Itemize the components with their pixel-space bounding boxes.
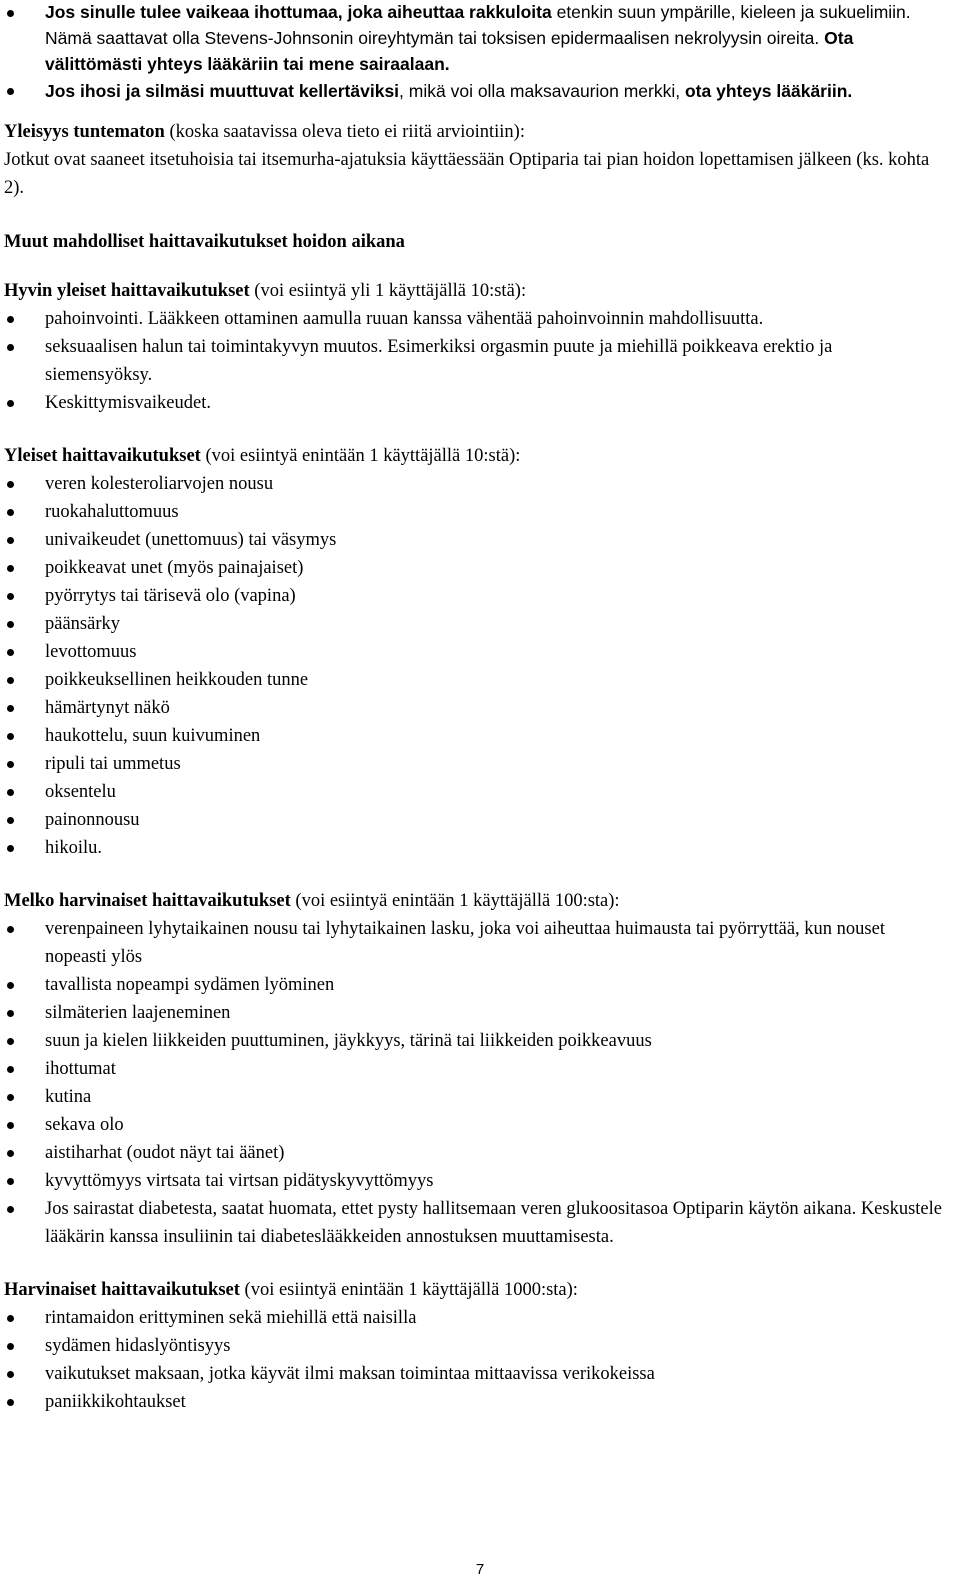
list-item — [4, 1195, 944, 1251]
list-item — [4, 554, 944, 582]
list-item — [4, 806, 944, 834]
effect-text: sydämen hidaslyöntisyys — [45, 1336, 231, 1356]
effect-text: hämärtynyt näkö — [45, 698, 170, 718]
effect-text: seksuaalisen halun tai toimintakyvyn muutos. Esimerkiksi orgasmin puute ja miehillä poikkeava erektio ja siemensyöksy. — [45, 337, 833, 385]
warning-item — [4, 0, 944, 77]
warning-bold-2: Ota välittömästi yhteys lääkäriin tai mene sairaalaan. — [45, 28, 854, 74]
bullet-icon — [7, 537, 14, 544]
bullet-icon — [7, 316, 14, 323]
bullet-icon — [7, 481, 14, 488]
list-item — [4, 834, 944, 862]
effect-text: poikkeuksellinen heikkouden tunne — [45, 670, 309, 690]
bullet-icon — [7, 1010, 14, 1017]
effect-text: oksentelu — [45, 782, 116, 802]
effect-list — [4, 470, 944, 862]
list-item — [4, 470, 944, 498]
group-heading — [4, 887, 944, 915]
bullet-icon — [7, 88, 14, 95]
warning-list — [4, 0, 944, 105]
group-qualifier: (voi esiintyä enintään 1 käyttäjällä 100:sta): — [290, 891, 620, 911]
effect-text: Jos sairastat diabetesta, saatat huomata, ettet pysty hallitsemaan veren glukoositasoa Optiparin käytön aikana. Keskustele lääkärin kanssa insuliinin tai diabeteslääkkeiden annostuksen muuttamisesta. — [45, 1199, 942, 1247]
warning-bold-2: ota yhteys lääkäriin. — [684, 81, 853, 101]
bullet-icon — [7, 677, 14, 684]
list-item — [4, 1360, 944, 1388]
list-item — [4, 999, 944, 1027]
bullet-icon — [7, 1066, 14, 1073]
effect-text: tavallista nopeampi sydämen lyöminen — [45, 975, 335, 995]
frequency-unknown-section — [4, 118, 944, 202]
list-item — [4, 1055, 944, 1083]
list-item — [4, 750, 944, 778]
list-item — [4, 1111, 944, 1139]
effect-text: poikkeavat unet (myös painajaiset) — [45, 558, 304, 578]
bullet-icon — [7, 344, 14, 351]
effect-text: verenpaineen lyhytaikainen nousu tai lyhytaikainen lasku, joka voi aiheuttaa huimausta tai pyörryttää, kun nouset nopeasti ylös — [45, 919, 885, 967]
frequency-text: Jotkut ovat saaneet itsetuhoisia tai itsemurha-ajatuksia käyttäessään Optiparia tai pian hoidon lopettamisen jälkeen (ks. kohta 2). — [4, 150, 930, 198]
bullet-icon — [7, 1399, 14, 1406]
frequency-group — [4, 442, 944, 862]
effect-text: hikoilu. — [45, 838, 103, 858]
bullet-icon — [7, 1094, 14, 1101]
frequency-group — [4, 277, 944, 417]
effect-text: veren kolesteroliarvojen nousu — [45, 474, 274, 494]
list-item — [4, 694, 944, 722]
bullet-icon — [7, 789, 14, 796]
bullet-icon — [7, 621, 14, 628]
bullet-icon — [7, 1122, 14, 1129]
effect-text: pahoinvointi. Lääkkeen ottaminen aamulla ruuan kanssa vähentää pahoinvoinnin mahdollisuutta. — [45, 309, 764, 329]
effect-text: päänsärky — [45, 614, 120, 634]
effect-text: paniikkikohtaukset — [45, 1392, 186, 1412]
effect-text: ruokahaluttomuus — [45, 502, 179, 522]
list-item — [4, 389, 944, 417]
frequency-group — [4, 887, 944, 1251]
effect-text: vaikutukset maksaan, jotka käyvät ilmi maksan toimintaa mittaavissa verikokeissa — [45, 1364, 655, 1384]
bullet-icon — [7, 1150, 14, 1157]
group-label: Hyvin yleiset haittavaikutukset — [4, 281, 250, 301]
group-label: Yleiset haittavaikutukset — [4, 446, 201, 466]
list-item — [4, 582, 944, 610]
bullet-icon — [7, 1206, 14, 1213]
frequency-group — [4, 1276, 944, 1416]
effect-text: painonnousu — [45, 810, 140, 830]
list-item — [4, 1167, 944, 1195]
effect-list — [4, 1304, 944, 1416]
bullet-icon — [7, 509, 14, 516]
group-label: Harvinaiset haittavaikutukset — [4, 1280, 240, 1300]
bullet-icon — [7, 1178, 14, 1185]
bullet-icon — [7, 761, 14, 768]
bullet-icon — [7, 926, 14, 933]
bullet-icon — [7, 1038, 14, 1045]
effect-list — [4, 305, 944, 417]
bullet-icon — [7, 1315, 14, 1322]
group-label: Melko harvinaiset haittavaikutukset — [4, 891, 291, 911]
page-number: 7 — [475, 1561, 485, 1578]
group-qualifier: (voi esiintyä enintään 1 käyttäjällä 1000:sta): — [239, 1280, 578, 1300]
warning-text: etenkin suun ympärille, kieleen ja sukuelimiin. Nämä saattavat olla Stevens-Johnsonin oireyhtymän tai toksisen epidermaalisen nekrolyysin oireita. — [45, 2, 911, 48]
effect-text: Keskittymisvaikeudet. — [45, 393, 211, 413]
effect-text: sekava olo — [45, 1115, 124, 1135]
warning-text: , mikä voi olla maksavaurion merkki, — [399, 81, 685, 101]
list-item — [4, 526, 944, 554]
list-item — [4, 1139, 944, 1167]
effect-text: pyörrytys tai tärisevä olo (vapina) — [45, 586, 296, 606]
warning-bold-1: Jos sinulle tulee vaikeaa ihottumaa, joka aiheuttaa rakkuloita — [45, 2, 552, 22]
bullet-icon — [7, 705, 14, 712]
bullet-icon — [7, 845, 14, 852]
bullet-icon — [7, 10, 14, 17]
bullet-icon — [7, 593, 14, 600]
effect-text: univaikeudet (unettomuus) tai väsymys — [45, 530, 337, 550]
group-qualifier: (voi esiintyä enintään 1 käyttäjällä 10:stä): — [200, 446, 521, 466]
group-heading — [4, 1276, 944, 1304]
bullet-icon — [7, 1343, 14, 1350]
section-title — [4, 228, 944, 256]
list-item — [4, 498, 944, 526]
leaflet-page — [4, 0, 944, 1416]
list-item — [4, 1332, 944, 1360]
group-qualifier: (voi esiintyä yli 1 käyttäjällä 10:stä): — [249, 281, 527, 301]
effect-text: ihottumat — [45, 1059, 116, 1079]
list-item — [4, 638, 944, 666]
frequency-heading — [4, 118, 944, 146]
effect-text: aistiharhat (oudot näyt tai äänet) — [45, 1143, 285, 1163]
list-item — [4, 915, 944, 971]
list-item — [4, 971, 944, 999]
frequency-qualifier: (koska saatavissa oleva tieto ei riitä arviointiin): — [164, 122, 525, 142]
group-heading — [4, 277, 944, 305]
list-item — [4, 333, 944, 389]
effect-list — [4, 915, 944, 1251]
effect-text: levottomuus — [45, 642, 137, 662]
list-item — [4, 1388, 944, 1416]
bullet-icon — [7, 733, 14, 740]
list-item — [4, 1304, 944, 1332]
bullet-icon — [7, 400, 14, 407]
list-item — [4, 305, 944, 333]
warning-item — [4, 77, 944, 105]
list-item — [4, 610, 944, 638]
effect-text: silmäterien laajeneminen — [45, 1003, 231, 1023]
bullet-icon — [7, 982, 14, 989]
bullet-icon — [7, 649, 14, 656]
effect-text: rintamaidon erittyminen sekä miehillä että naisilla — [45, 1308, 417, 1328]
list-item — [4, 778, 944, 806]
effect-text: haukottelu, suun kuivuminen — [45, 726, 261, 746]
list-item — [4, 722, 944, 750]
section-title-text: Muut mahdolliset haittavaikutukset hoidon aikana — [4, 232, 405, 252]
effect-text: kutina — [45, 1087, 92, 1107]
list-item — [4, 666, 944, 694]
frequency-label: Yleisyys tuntematon — [4, 122, 165, 142]
bullet-icon — [7, 817, 14, 824]
list-item — [4, 1083, 944, 1111]
warning-bold-1: Jos ihosi ja silmäsi muuttuvat kellertäviksi — [45, 81, 400, 101]
bullet-icon — [7, 1371, 14, 1378]
bullet-icon — [7, 565, 14, 572]
effect-text: kyvyttömyys virtsata tai virtsan pidätyskyvyttömyys — [45, 1171, 434, 1191]
list-item — [4, 1027, 944, 1055]
effect-text: ripuli tai ummetus — [45, 754, 181, 774]
group-heading — [4, 442, 944, 470]
effect-text: suun ja kielen liikkeiden puuttuminen, jäykkyys, tärinä tai liikkeiden poikkeavuus — [45, 1031, 652, 1051]
